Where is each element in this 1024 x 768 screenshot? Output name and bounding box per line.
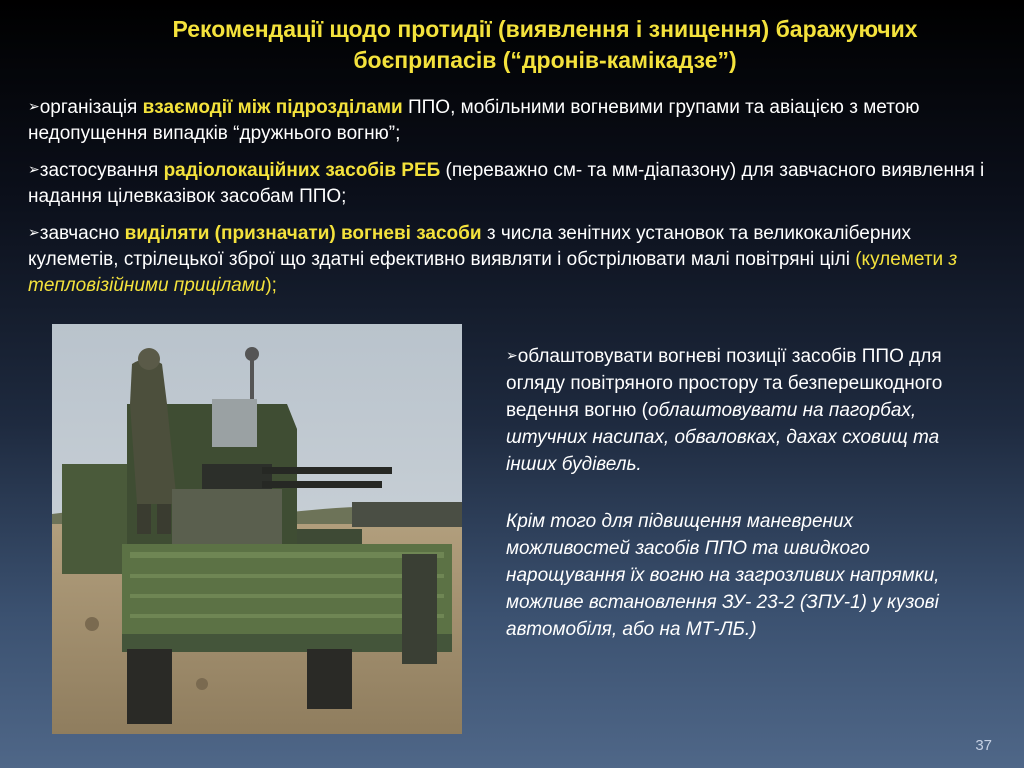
bullet-item-2 (28, 156, 988, 210)
title-line-2: боєприпасів (“дронів-камікадзе”) (353, 47, 737, 73)
right-bullet-italic: облаштовувати на пагорбах, штучних насипах, обваловках, дахах сховищ та інших будівель. (506, 400, 940, 475)
page-number: 37 (975, 737, 992, 754)
right-bullet-text: облаштовувати вогневі позиції засобів ППО для огляду повітряного простору та безперешкодного ведення вогню ( (506, 346, 943, 421)
arrow-bullet-icon: ➢ (28, 224, 40, 240)
bullet-text: (переважно см- та мм-діапазону) для завчасного виявлення і надання цілевказівок засобам ППО; (28, 160, 985, 207)
bullet-item-1 (28, 93, 988, 147)
right-note: Крім того для підвищення маневрених можливостей засобів ППО та швидкого нарощування їх вогню на загрозливих напрямки, можливе встановлення ЗУ- 23-2 (ЗПУ-1) у кузові автомобіля, або на МТ-ЛБ.) (506, 511, 940, 640)
bullet-note: (кулемети (855, 249, 949, 270)
photo-truck-mounted-aa-gun (52, 324, 462, 734)
title-line-1: Рекомендації щодо протидії (виявлення і знищення) баражуючих (172, 16, 918, 42)
right-bullet (506, 342, 966, 478)
bullet-text: ППО, мобільними вогневими групами та авіацією з метою недопущення випадків “дружнього вогню”; (28, 97, 920, 144)
bullet-text: застосування (39, 160, 164, 181)
slide-title (100, 14, 990, 76)
bullet-text: організація (39, 97, 143, 118)
bullet-list (28, 93, 988, 308)
bullet-highlight: взаємодії між підрозділами (142, 97, 403, 118)
right-column (506, 342, 966, 643)
bullet-highlight: виділяти (призначати) вогневі засоби (124, 223, 482, 244)
bullet-highlight: радіолокаційних засобів РЕБ (163, 160, 441, 181)
arrow-bullet-icon: ➢ (506, 347, 518, 363)
bullet-item-3 (28, 219, 988, 299)
bullet-text: завчасно (39, 223, 125, 244)
arrow-bullet-icon: ➢ (28, 98, 40, 114)
bullet-note: ); (265, 275, 277, 296)
arrow-bullet-icon: ➢ (28, 161, 40, 177)
bullet-text: з числа зенітних установок та великокаліберних кулеметів, стрілецької зброї що здатні ефективно виявляти і обстрілювати малі повітряні цілі (28, 223, 912, 270)
bullet-note-italic: з тепловізійними прицілами (28, 249, 958, 296)
